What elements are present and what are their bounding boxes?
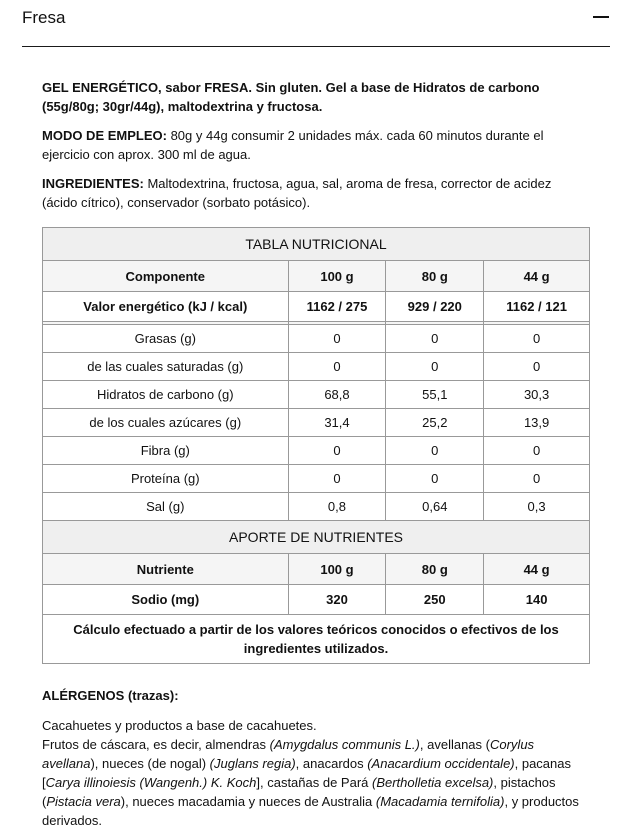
table-note-row (43, 615, 590, 664)
allergen-text: , avellanas ( (419, 737, 490, 752)
table-cell: 0 (484, 437, 590, 465)
table-cell: Grasas (g) (43, 325, 289, 353)
table-cell: 0 (484, 353, 590, 381)
allergen-text: , pacanas [ (42, 756, 571, 790)
table-note: Cálculo efectuado a partir de los valores teóricos conocidos o efectivos de los ingredientes utilizados. (43, 615, 590, 664)
table-row (43, 325, 590, 353)
table-cell: 55,1 (386, 381, 484, 409)
column-header: 80 g (386, 554, 484, 585)
table-cell: 0 (386, 465, 484, 493)
scientific-name: Carya illinoiesis (Wangenh.) K. Koch (45, 775, 257, 790)
nutrition-rows (43, 325, 590, 521)
table-cell: de las cuales saturadas (g) (43, 353, 289, 381)
scientific-name: Pistacia vera (46, 794, 121, 809)
table-cell: 0,3 (484, 493, 590, 521)
table-cell: 13,9 (484, 409, 590, 437)
table-title: TABLA NUTRICIONAL (43, 228, 590, 261)
table-cell: 1162 / 275 (288, 292, 386, 322)
sodium-row (43, 585, 590, 615)
table-cell: 0 (288, 437, 386, 465)
scientific-name: (Anacardium occidentale) (367, 756, 515, 771)
table-cell: 140 (484, 585, 590, 615)
nutrition-table (42, 227, 590, 664)
column-header: 44 g (484, 261, 590, 292)
table-cell: 0 (386, 353, 484, 381)
table-title-row (43, 228, 590, 261)
usage-paragraph (42, 126, 590, 164)
allergens-nuts (42, 735, 590, 830)
allergen-text: ), nueces (de nogal) (90, 756, 210, 771)
table-cell: 929 / 220 (386, 292, 484, 322)
usage-text: 80g y 44g consumir 2 unidades máx. cada 60 minutos durante el ejercicio con aprox. 300 ml de agua. (42, 128, 544, 162)
column-header: 100 g (288, 554, 386, 585)
allergen-text: , pistachos ( (42, 775, 556, 809)
table-cell: Sodio (mg) (43, 585, 289, 615)
scientific-name: (Amygdalus communis L.) (269, 737, 420, 752)
table-cell: Valor energético (kJ / kcal) (43, 292, 289, 322)
table-cell: 1162 / 121 (484, 292, 590, 322)
scientific-name: (Bertholletia excelsa) (372, 775, 494, 790)
accordion-title: Fresa (22, 8, 66, 27)
table-cell: 31,4 (288, 409, 386, 437)
allergens-title: ALÉRGENOS (trazas): (42, 688, 179, 703)
table-header-row (43, 261, 590, 292)
allergen-text: , anacardos (295, 756, 368, 771)
product-description (42, 78, 590, 222)
table-row (43, 437, 590, 465)
allergen-text: ), nueces macadamia y nueces de Australia (120, 794, 376, 809)
table-cell: 0,8 (288, 493, 386, 521)
scientific-name: (Macadamia ternifolia) (375, 794, 505, 809)
table-row (43, 353, 590, 381)
table-cell: 250 (386, 585, 484, 615)
table-row (43, 493, 590, 521)
table-row (43, 465, 590, 493)
table-cell: 0 (288, 465, 386, 493)
scientific-name: Corylus avellana (42, 737, 535, 771)
ingredients-paragraph (42, 174, 590, 212)
table-cell: 25,2 (386, 409, 484, 437)
nutrients-title: APORTE DE NUTRIENTES (43, 521, 590, 554)
minus-icon[interactable] (592, 8, 610, 26)
column-header: 80 g (386, 261, 484, 292)
table-cell: 0 (484, 325, 590, 353)
table-cell: 0 (484, 465, 590, 493)
table-cell: Proteína (g) (43, 465, 289, 493)
nutrients-title-row (43, 521, 590, 554)
accordion-header[interactable] (22, 0, 610, 47)
allergens-section (42, 686, 590, 830)
column-header: 100 g (288, 261, 386, 292)
usage-label: MODO DE EMPLEO: (42, 128, 167, 143)
table-cell: Hidratos de carbono (g) (43, 381, 289, 409)
table-cell: 0 (386, 437, 484, 465)
table-cell: 320 (288, 585, 386, 615)
allergen-text: , y productos derivados. (42, 794, 579, 828)
table-cell: de los cuales azúcares (g) (43, 409, 289, 437)
table-cell: 0 (288, 325, 386, 353)
allergens-peanuts: Cacahuetes y productos a base de cacahuetes. (42, 718, 317, 733)
table-cell: 0 (386, 325, 484, 353)
energy-row (43, 292, 590, 322)
column-header: 44 g (484, 554, 590, 585)
table-cell: 0,64 (386, 493, 484, 521)
table-row (43, 409, 590, 437)
table-cell: Sal (g) (43, 493, 289, 521)
nutrients-header-row (43, 554, 590, 585)
allergen-text: ], castañas de Pará (256, 775, 372, 790)
table-cell: 0 (288, 353, 386, 381)
ingredients-text: Maltodextrina, fructosa, agua, sal, aroma de fresa, corrector de acidez (ácido cítrico), conservador (sorbato potásico). (42, 176, 552, 210)
column-header: Componente (43, 261, 289, 292)
ingredients-label: INGREDIENTES: (42, 176, 144, 191)
table-cell: 68,8 (288, 381, 386, 409)
table-row (43, 381, 590, 409)
scientific-name: (Juglans regia) (209, 756, 296, 771)
product-intro: GEL ENERGÉTICO, sabor FRESA. Sin gluten. Gel a base de Hidratos de carbono (55g/80g; 30gr/44g), maltodextrina y fructosa. (42, 80, 540, 114)
table-cell: Fibra (g) (43, 437, 289, 465)
column-header: Nutriente (43, 554, 289, 585)
table-cell: 30,3 (484, 381, 590, 409)
allergen-text: Frutos de cáscara, es decir, almendras (42, 737, 270, 752)
